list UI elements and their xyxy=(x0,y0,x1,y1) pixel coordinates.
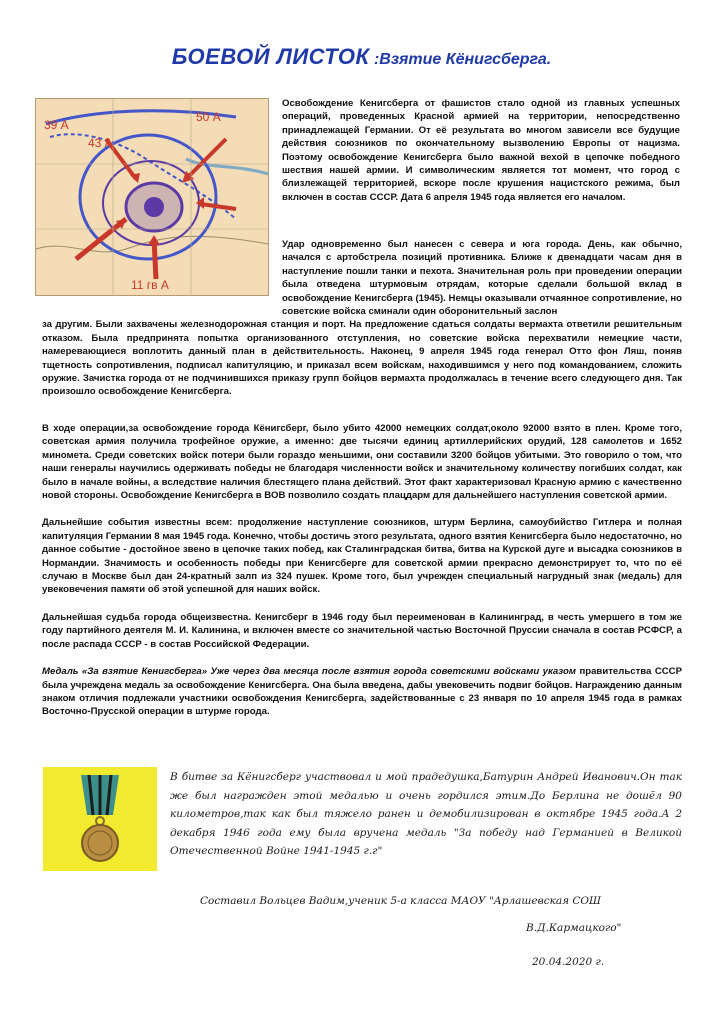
paragraph-assault-top: Удар одновременно был нанесен с севера и юга города. День, как обычно, начался с артобстрела позиций противника. Ближе к двенадцати часам дня в наступление пошли танки и пехота. Значительная роль при проведении операции была отведена штурмовым отрядам, которые сделали большой вклад в освобождение Кенигсберга (1945). Немцы оказывали отчаянное сопротивление, но советские войска сминали один оборонительный заслон xyxy=(282,239,682,318)
map-label-39a: 39 А xyxy=(44,118,69,132)
medal-heading: Медаль «За взятие Кенигсберга» xyxy=(42,666,208,678)
paragraph-casualties: В ходе операции,за освобождение города Кёнигсберг, было убито 42000 немецких солдат,около 92000 взято в плен. Кроме того, советская армия получила трофейное оружие, а именно: две тысячи единиц артиллерийских орудий, 128 самолетов и 1652 минометa. Среди советских войск потери были гораздо меньшими, они составили 3200 бойцов убитыми. Это говорило о том, что наши генералы научились одерживать победы не благодаря численности войск и значительному количеству погибших солдат, как было в начале войны, а вследствие наличия блестящего плана действий. Этот факт характеризовал Красную армию с качественно новой стороны. Освобождение Кенигсберга в ВОВ позволило создать плацдарм для дальнейшего наступления советской армии. xyxy=(42,423,682,502)
paragraph-further-events: Дальнейшие события известны всем: продолжение наступление союзников, штурм Берлина, самоубийство Гитлера и полная капитуляция Германии 8 мая 1945 года. Конечно, чтобы достичь этого результата, одного взятия Кенигсберга было недостаточно, но данное событие - достойное звено в цепочке таких побед, как Сталинградская битва, битва на Курской дуге и высадка союзников в Нормандии. Значимость и особенность победы при Кенигсберге для советской армии прекрасно демонстрирует то, что по её случаю в Москве был дан 24-кратный залп из 324 пушек. Кроме того, был учрежден специальный нагрудный знак (медаль) для увековечения памяти об этой успешной для наших войск. xyxy=(42,517,682,596)
page-title xyxy=(0,44,723,70)
paragraph-assault-rest: за другим. Были захвачены железнодорожная станция и порт. На предложение сдаться солдаты вермахта ответили решительным отказом. Была предпринята попытка организованного отступления, но советские войска перехватили немецкие части, намеревающиеся воплотить данный план в действительность. Наконец, 9 апреля 1945 года генерал Отто фон Ляш, поняв тщетность сопротивления, подписал капитуляцию, и приказал всем войскам, находившимся у него под командованием, сложить оружие. Зачистка города от не подчинившихся приказу групп бойцов вермахта продолжалась в течение всего следующего дня. Так произошло освобождение Кенигсберга. xyxy=(42,319,682,398)
medal-heading-rest: Уже через два месяца после взятия города советскими войсками указом xyxy=(207,666,576,678)
body-text-lower xyxy=(42,422,682,733)
school-name-line: В.Д.Кармацкого" xyxy=(526,922,622,934)
handwritten-family-story: В битве за Кёнигсберг участвовал и мой прадедушка,Батурин Андрей Иванович.Он так же был награжден этой медалью и очень гордился этим.До Берлина не дошёл 90 километров,так как был тяжело ранен и демобилизирован в октябре 1945 года.А 2 декабря 1946 года ему была вручена медаль "За победу над Германией в Великой Отечественной Войне 1941-1945 г.г" xyxy=(170,771,682,857)
title-sub: :Взятие Кёнигсберга. xyxy=(373,51,552,68)
author-line: Составил Вольцев Вадим,ученик 5-а класса МАОУ "Арлашевская СОШ xyxy=(200,895,602,907)
map-label-50a: 50 А xyxy=(196,110,221,124)
paragraph-liberation-intro: Освобождение Кенигсберга от фашистов стало одной из главных успешных операций, проведенных Красной армией на территории, непосредственно принадлежащей Германии. От её результата во многом зависели все будущие действия союзников по окончательному вызволению Европы от нацизма. Поэтому освобождение Кенигсберга было важной вехой в цепочке победного шествия нашей армии. И символическим является тот момент, что город с близлежащей территорией, вскоре после крушения нацистского режима, был включен в состав СССР. Дата 6 апреля 1945 года является его началом. xyxy=(282,98,680,203)
medal-icon xyxy=(43,767,157,871)
map-label-43a: 43 А xyxy=(88,136,113,150)
paragraph-assault xyxy=(42,238,682,399)
paragraph-medal xyxy=(42,665,682,719)
date-line: 20.04.2020 г. xyxy=(532,956,605,968)
title-main: БОЕВОЙ ЛИСТОК xyxy=(171,44,370,69)
paragraph-city-fate: Дальнейшая судьба города общеизвестна. Кенигсберг в 1946 году был переименован в Калининград, в честь умершего в том же году партийного деятеля М. И. Калинина, и включен вместе со значительной частью Восточной Пруссии сначала в состав РСФСР, а после распада СССР - в состав Российской Федерации. xyxy=(42,611,682,650)
medal-text: правительства СССР была учреждена медаль за освобождение Кенигсберга. Она была введена, дабы увековечить подвиг бойцов. Награждению данным знаком отличия подлежали участники освобождения Кенигсберга, задействованные с 23 января по 10 апреля 1945 года в рамках Восточно-Прусской операции в штурме города. xyxy=(42,666,682,718)
map-label-11gva: 11 гв А xyxy=(131,278,169,292)
medal-photo xyxy=(43,767,157,871)
